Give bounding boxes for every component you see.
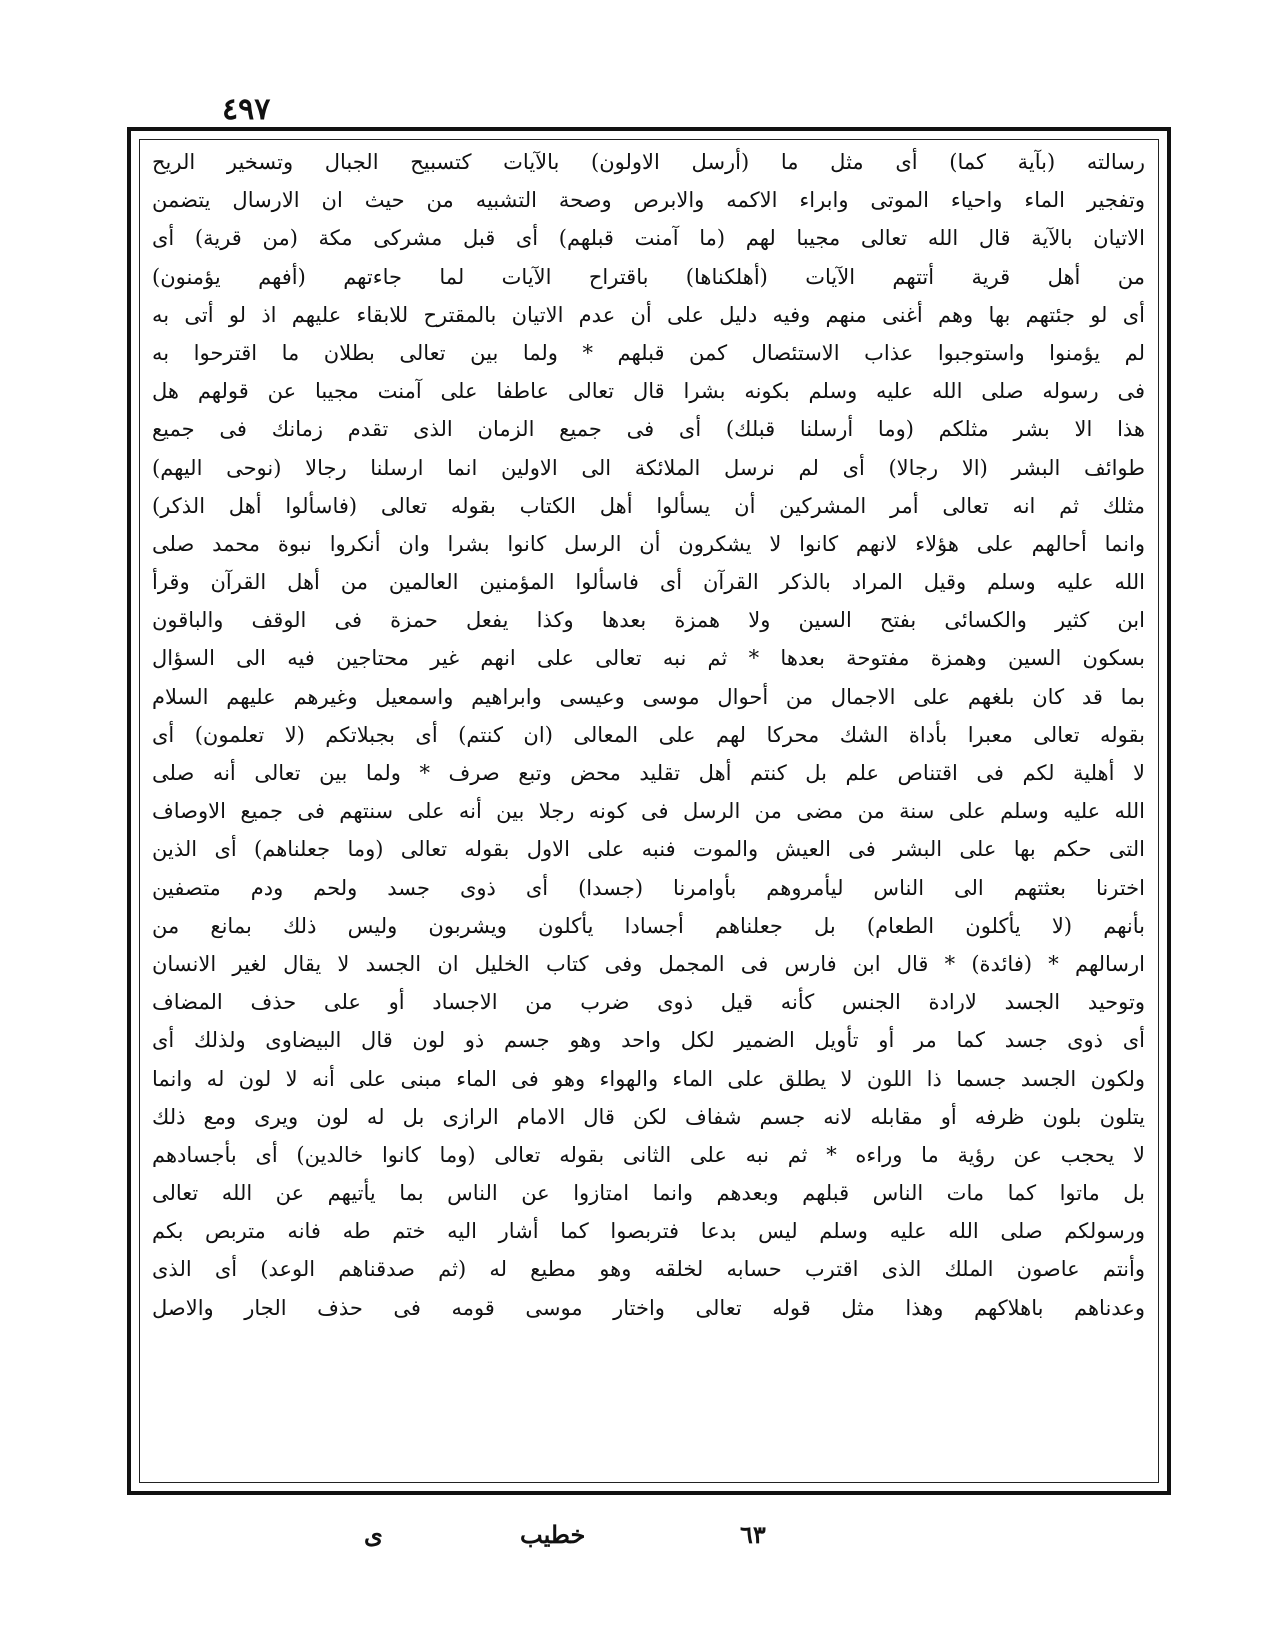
text-line: أى ذوى جسد كما مر أو تأويل الضمير لكل واحد وهو جسم ذو لون قال البيضاوى ولذلك أى <box>152 1028 1145 1053</box>
text-line: اخترنا بعثتهم الى الناس ليأمروهم بأوامرنا (جسدا) أى ذوى جسد ولحم ودم متصفين <box>152 875 1145 900</box>
text-line: بقوله تعالى معبرا بأداة الشك محركا لهم على المعالى (ان كنتم) أى بجبلاتكم (لا تعلمون) أى <box>152 722 1145 747</box>
text-line: وعدناهم باهلاكهم وهذا مثل قوله تعالى واختار موسى قومه فى حذف الجار والاصل <box>152 1295 1145 1320</box>
text-line: أى لو جئتهم بها وهم أغنى منهم وفيه دليل على أن عدم الاتيان بالمقترح للابقاء عليهم اذ لو أتى به <box>152 302 1145 327</box>
text-line: لا أهلية لكم فى اقتناص علم بل كنتم أهل تقليد محض وتبع صرف * ولما بين تعالى أنه صلى <box>152 761 1145 785</box>
text-line: وأنتم عاصون الملك الذى اقترب حسابه لخلقه وهو مطيع له (ثم صدقناهم الوعد) أى الذى <box>152 1257 1145 1282</box>
page-number: ٤٩٧ <box>222 92 271 127</box>
text-line: من أهل قرية أتتهم الآيات (أهلكناها) باقتراح الآيات لما جاءتهم (أفهم يؤمنون) <box>152 264 1145 289</box>
text-line: التى حكم بها على البشر فى العيش والموت فنبه على الاول بقوله تعالى (وما جعلناهم) أى الذين <box>152 837 1145 862</box>
text-line: مثلك ثم انه تعالى أمر المشركين أن يسألوا أهل الكتاب بقوله تعالى (فاسألوا أهل الذكر) <box>152 493 1145 518</box>
text-line: ارسالهم * (فائدة) * قال ابن فارس فى المجمل وفى كتاب الخليل ان الجسد لا يقال لغير الانسان <box>152 951 1145 976</box>
text-line: ورسولكم صلى الله عليه وسلم ليس بدعا فتربصوا كما أشار اليه ختم طه فانه متربص بكم <box>152 1219 1145 1244</box>
text-line: الله عليه وسلم وقيل المراد بالذكر القرآن أى فاسألوا المؤمنين العالمين من أهل القرآن وقرأ <box>152 570 1145 595</box>
signature-number: ٦٣ <box>740 1520 766 1549</box>
text-line: وتفجير الماء واحياء الموتى وابراء الاكمه والابرص وصحة التشبيه من حيث ان الارسال يتضمن <box>152 188 1145 213</box>
signature-word: خطيب <box>520 1520 586 1549</box>
text-line: طوائف البشر (الا رجالا) أى لم نرسل الملائكة الى الاولين انما ارسلنا رجالا (نوحى اليهم) <box>152 455 1145 480</box>
signature-letter: ى <box>364 1520 383 1549</box>
text-line: هذا الا بشر مثلكم (وما أرسلنا قبلك) أى فى جميع الزمان الذى تقدم زمانك فى جميع <box>152 417 1145 442</box>
text-line: الله عليه وسلم على سنة من مضى من الرسل فى كونه رجلا بين أنه على سنتهم فى جميع الاوصاف <box>152 799 1145 824</box>
text-line: يتلون بلون ظرفه أو مقابله لانه جسم شفاف لكن قال الامام الرازى بل له لون ويرى ومع ذلك <box>152 1104 1145 1129</box>
text-line: لا يحجب عن رؤية ما وراءه * ثم نبه على الثانى بقوله تعالى (وما كانوا خالدين) أى بأجسادهم <box>152 1142 1145 1167</box>
main-text-block <box>152 143 1145 1327</box>
text-line: بما قد كان بلغهم على الاجمال من أحوال موسى وعيسى وابراهيم واسمعيل وغيرهم عليهم السلام <box>152 684 1145 709</box>
text-line: فى رسوله صلى الله عليه وسلم بكونه بشرا قال تعالى عاطفا على آمنت مجيبا عن قولهم هل <box>152 379 1145 404</box>
text-line: وتوحيد الجسد لارادة الجنس كأنه قيل ذوى ضرب من الاجساد أو على حذف المضاف <box>152 990 1145 1015</box>
text-line: لم يؤمنوا واستوجبوا عذاب الاستئصال كمن قبلهم * ولما بين تعالى بطلان ما اقترحوا به <box>152 340 1145 365</box>
text-line: الاتيان بالآية قال الله تعالى مجيبا لهم (ما آمنت قبلهم) أى قبل مشركى مكة (من قرية) أى <box>152 226 1145 251</box>
text-line: وانما أحالهم على هؤلاء لانهم كانوا لا يشكرون أن الرسل كانوا بشرا وان أنكروا نبوة محمد صلى <box>152 531 1145 556</box>
text-line: رسالته (بآية كما) أى مثل ما (أرسل الاولون) بالآيات كتسبيح الجبال وتسخير الريح <box>152 150 1145 174</box>
text-line: ولكون الجسد جسما ذا اللون لا يطلق على الماء والهواء وهو فى الماء مبنى على أنه لا لون له وانما <box>152 1066 1145 1091</box>
text-line: بسكون السين وهمزة مفتوحة بعدها * ثم نبه تعالى على انهم غير محتاجين فيه الى السؤال <box>152 646 1145 671</box>
page-footer <box>0 1520 1275 1560</box>
text-line: بأنهم (لا يأكلون الطعام) بل جعلناهم أجسادا يأكلون ويشربون وليس ذلك بمانع من <box>152 913 1145 938</box>
text-line: بل ماتوا كما مات الناس قبلهم وبعدهم وانما امتازوا عن الناس بما يأتيهم عن الله تعالى <box>152 1181 1145 1206</box>
text-line: ابن كثير والكسائى بفتح السين ولا همزة بعدها وكذا يفعل حمزة فى الوقف والباقون <box>152 608 1145 633</box>
